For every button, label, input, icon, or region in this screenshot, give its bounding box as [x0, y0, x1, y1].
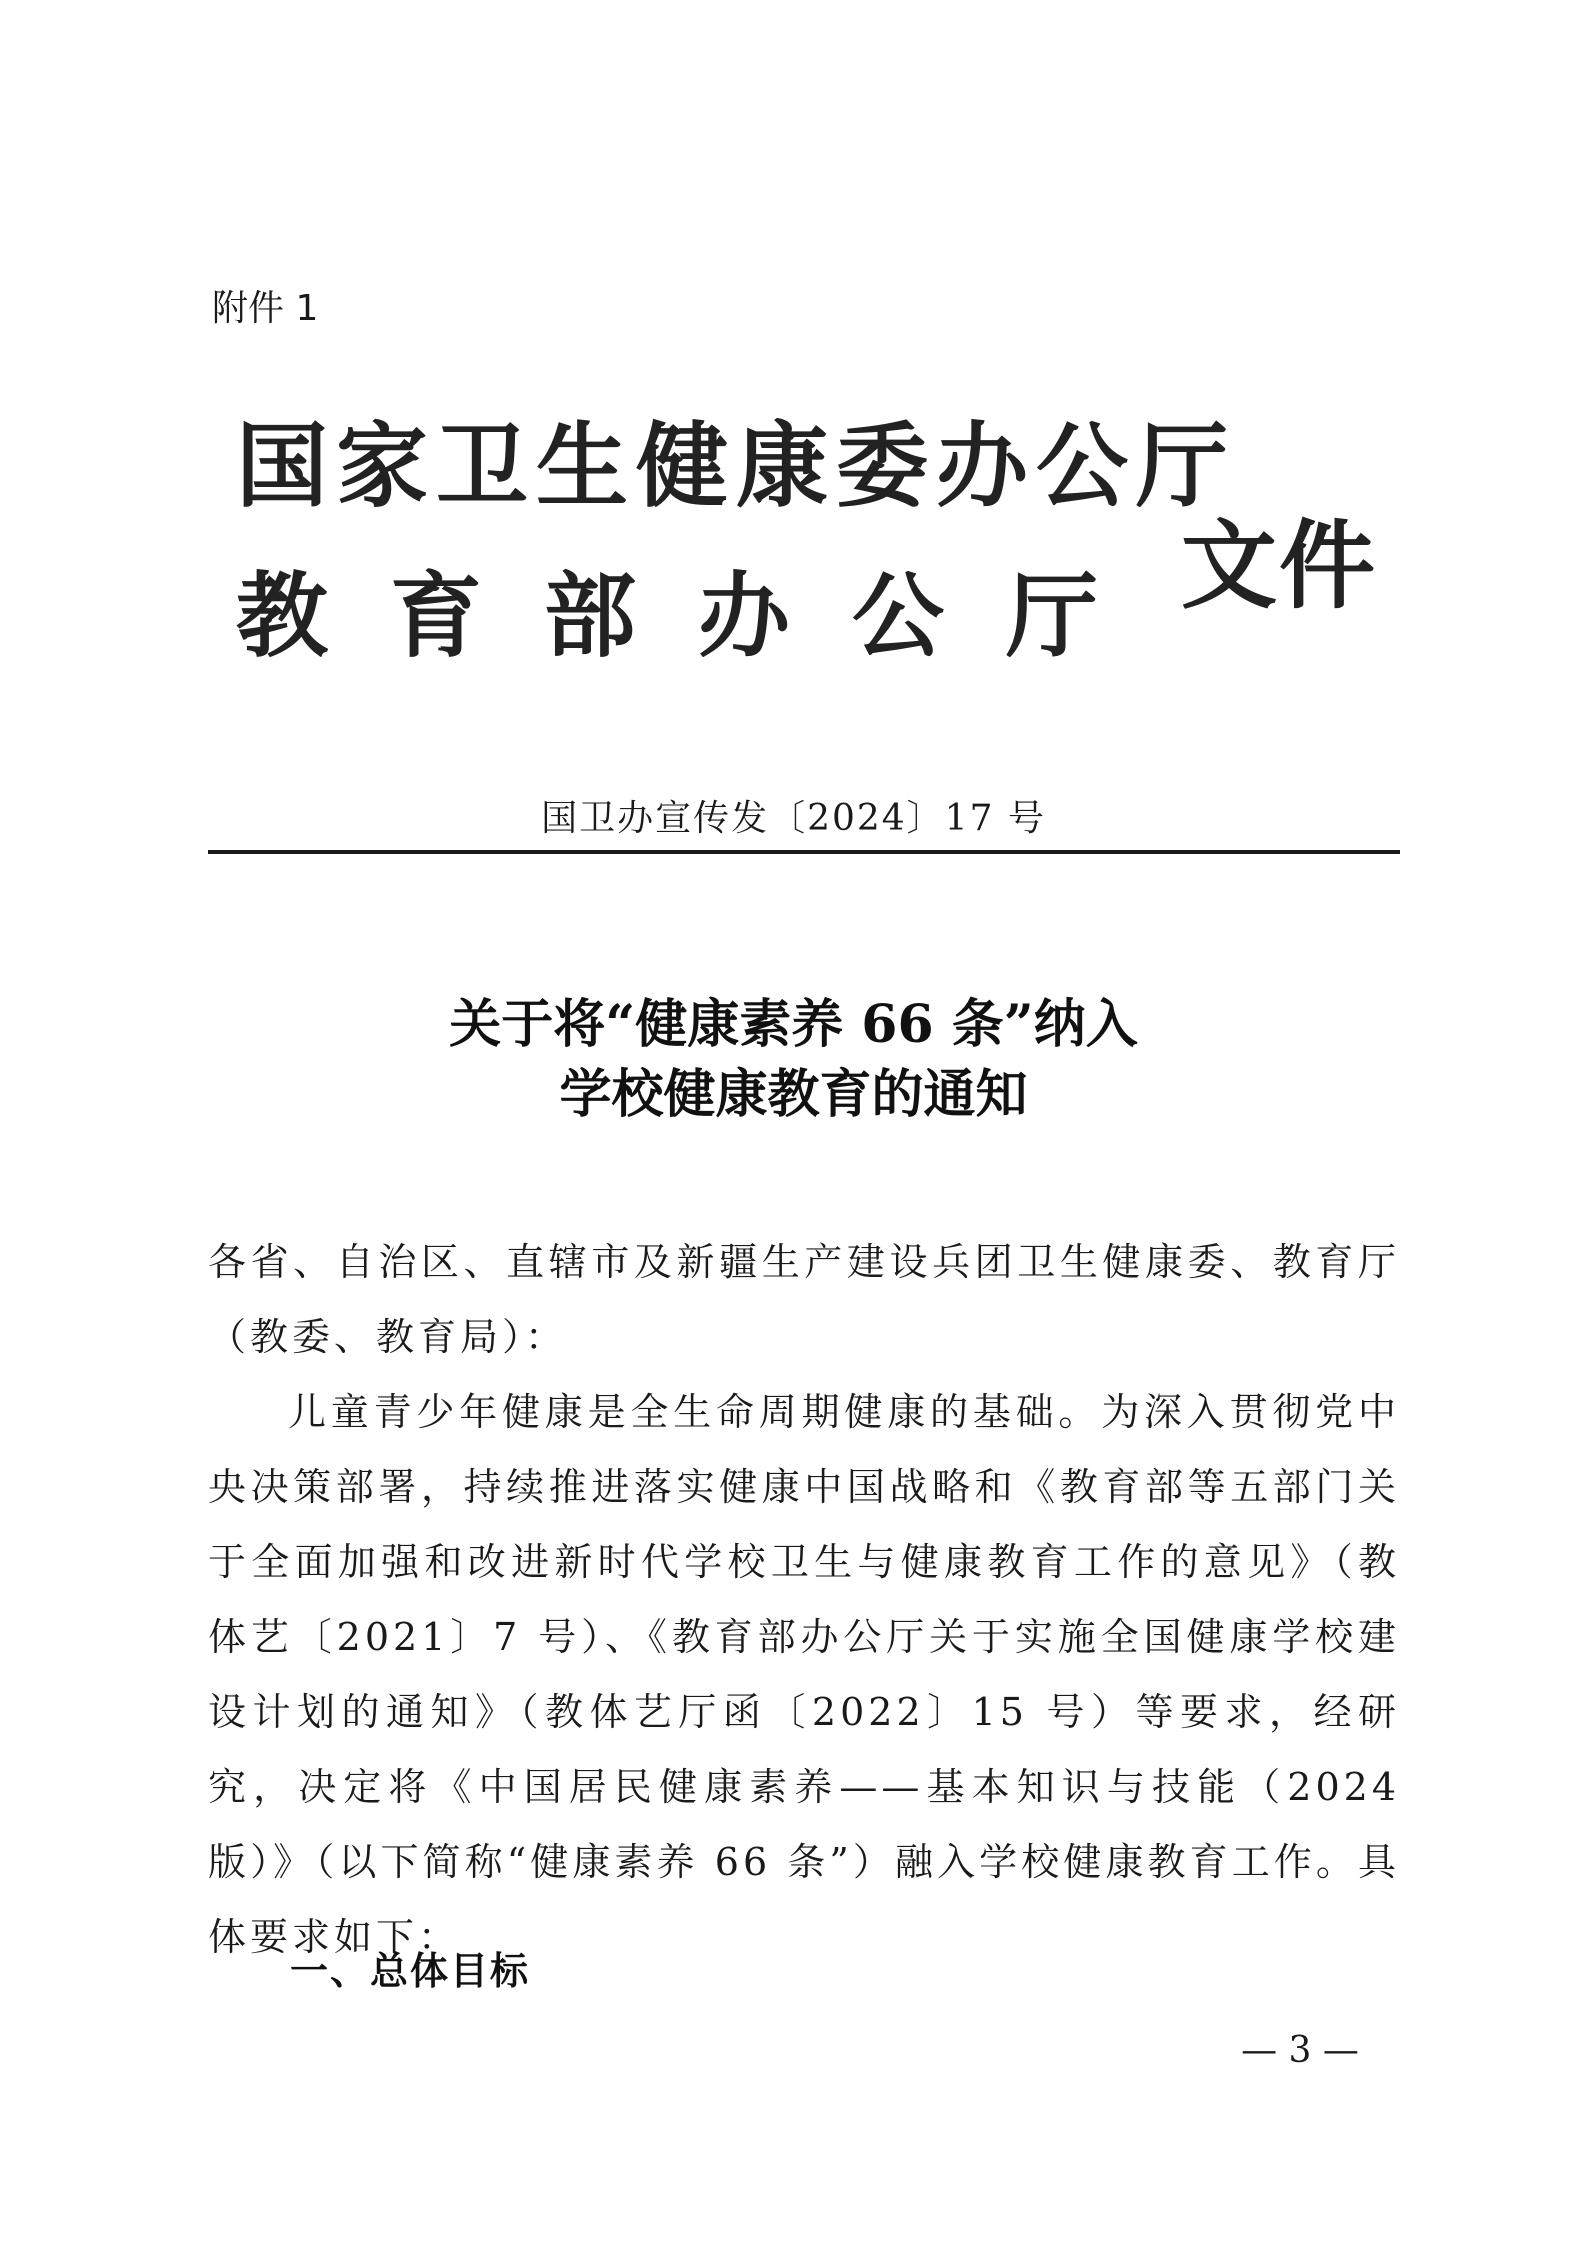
document-body: [208, 1225, 1400, 1975]
document-number: 国卫办宣传发〔2024〕17 号: [541, 798, 1046, 839]
title-line-2: 学校健康教育的通知: [559, 1064, 1028, 1125]
addressee-paragraph: 各省、自治区、直辖市及新疆生产建设兵团卫生健康委、教育厅（教委、教育局）：: [208, 1240, 1400, 1359]
page-number: — 3 —: [1241, 2030, 1359, 2071]
attachment-label: 附件 1: [212, 288, 319, 329]
section-heading: 一、总体目标: [290, 1949, 531, 1993]
document-type-label: 文件: [1181, 509, 1377, 622]
org-name-health-commission: 国家卫生健康委办公厅: [236, 412, 1237, 520]
body-paragraph: 儿童青少年健康是全生命周期健康的基础。为深入贯彻党中央决策部署，持续推进落实健康中国战略和《教育部等五部门关于全面加强和改进新时代学校卫生与健康教育工作的意见》（教体艺〔2021〕7 号）、《教育部办公厅关于实施全国健康学校建设计划的通知》（教体艺厅函〔2022〕15 号）等要求，经研究，决定将《中国居民健康素养——基本知识与技能（2024 版）》（以下简称“健康素养 66 条”）融入学校健康教育工作。具体要求如下：: [208, 1390, 1400, 1959]
document-title: [0, 990, 1587, 1130]
title-line-1: 关于将“健康素养 66 条”纳入: [449, 994, 1138, 1055]
header-divider: [208, 850, 1400, 854]
org-name-education-ministry: 教育部办公厅: [236, 562, 1161, 670]
issuing-organizations-header: [236, 410, 1396, 690]
